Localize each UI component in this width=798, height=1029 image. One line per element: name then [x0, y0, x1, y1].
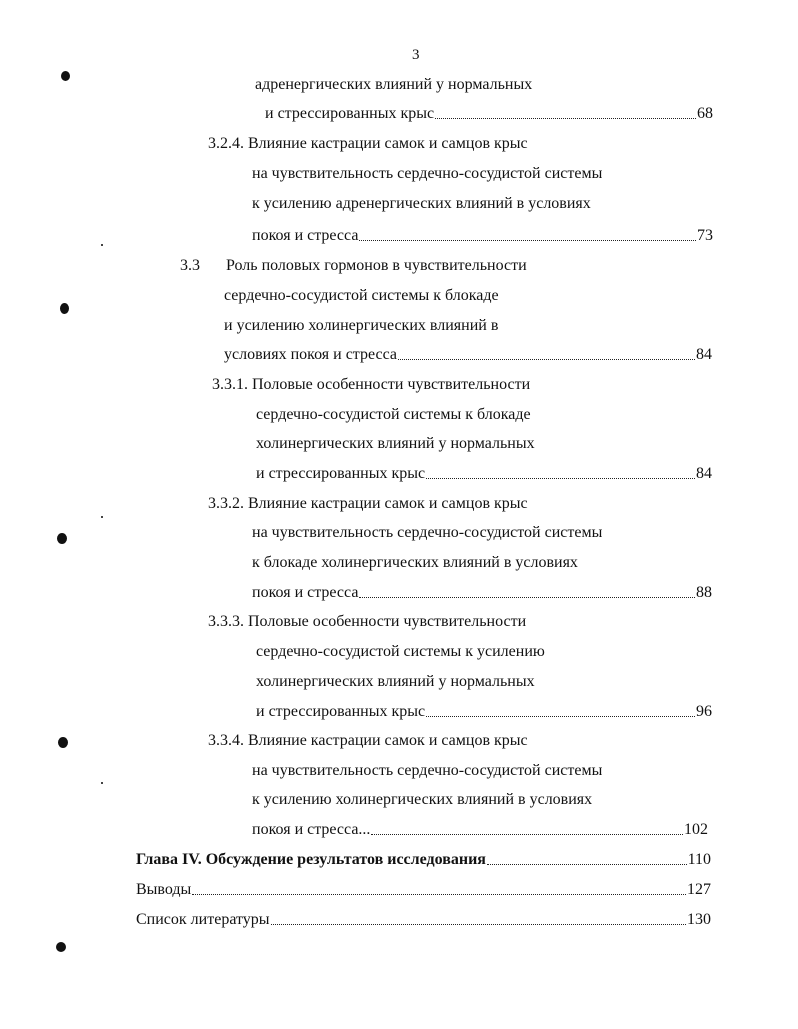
toc-line: к усилению холинергических влияний в условиях [252, 791, 593, 808]
toc-line: сердечно-сосудистой системы к усилению [256, 643, 545, 660]
toc-line: сердечно-сосудистой системы к блокаде [256, 406, 531, 423]
toc-line: на чувствительность сердечно-сосудистой системы [252, 762, 603, 779]
toc-line: 3.3.2. Влияние кастрации самок и самцов крыс [208, 495, 528, 512]
toc-page-number: 96 [696, 703, 712, 720]
dot-leader [426, 478, 695, 479]
toc-entry-text: и стрессированных крыс [256, 703, 426, 720]
dot-leader [359, 597, 695, 598]
toc-line: 3.3.3. Половые особенности чувствительности [208, 613, 527, 630]
dot-leader [487, 864, 687, 865]
scan-speck [101, 782, 103, 784]
toc-line: 3.3.1. Половые особенности чувствительности [212, 376, 531, 393]
toc-entry-text: условиях покоя и стресса [224, 346, 397, 363]
dot-leader [435, 118, 696, 119]
toc-line: 3.2.4. Влияние кастрации самок и самцов крыс [208, 135, 528, 152]
toc-page-number: 127 [687, 881, 711, 898]
toc-page-number: 84 [696, 346, 712, 363]
toc-entry-text: и стрессированных крыс [256, 465, 426, 482]
toc-entry-chapter [136, 850, 711, 870]
toc-line: к блокаде холинергических влияний в условиях [252, 554, 578, 571]
toc-page-number: 130 [687, 911, 711, 928]
toc-page-number: 84 [696, 465, 712, 482]
toc-entry-text: и стрессированных крыс [265, 105, 435, 122]
toc-page-number: 68 [697, 105, 713, 122]
binder-hole-mark [60, 303, 69, 314]
toc-page-number: 102 [684, 821, 708, 838]
toc-entry-text: покоя и стресса [252, 227, 359, 244]
binder-hole-mark [57, 533, 67, 544]
toc-entry [256, 702, 712, 722]
toc-line: к усилению адренергических влияний в условиях [252, 195, 591, 212]
toc-entry [252, 820, 708, 840]
dot-leader [359, 240, 696, 241]
toc-entry-references [136, 910, 711, 930]
toc-entry [256, 464, 712, 484]
binder-hole-mark [56, 942, 66, 952]
binder-hole-mark [61, 71, 70, 81]
scan-speck [101, 244, 103, 246]
toc-line [180, 256, 527, 276]
dot-leader [192, 894, 686, 895]
dot-leader [371, 834, 683, 835]
binder-hole-mark [58, 737, 68, 748]
toc-page-number: 110 [687, 851, 711, 868]
section-title: Роль половых гормонов в чувствительности [226, 257, 527, 274]
chapter-title: Глава IV. Обсуждение результатов исследования [136, 851, 486, 868]
toc-line: холинергических влияний у нормальных [256, 435, 535, 452]
toc-entry [252, 226, 713, 246]
toc-entry-text: покоя и стресса... [252, 821, 371, 838]
dot-leader [426, 716, 695, 717]
toc-entry [224, 345, 712, 365]
toc-page-number: 73 [697, 227, 713, 244]
toc-entry [265, 104, 713, 124]
section-number: 3.3 [180, 257, 200, 274]
toc-entry-text: Список литературы [136, 911, 270, 928]
toc-line: адренергических влияний у нормальных [255, 76, 533, 93]
toc-page-number: 88 [696, 584, 712, 601]
toc-line: 3.3.4. Влияние кастрации самок и самцов крыс [208, 732, 528, 749]
dot-leader [398, 359, 695, 360]
toc-line: на чувствительность сердечно-сосудистой системы [252, 165, 603, 182]
toc-entry-text: Выводы [136, 881, 192, 898]
toc-entry-text: покоя и стресса [252, 584, 359, 601]
toc-line: на чувствительность сердечно-сосудистой системы [252, 524, 603, 541]
page-number: 3 [412, 47, 420, 63]
toc-entry [252, 583, 712, 603]
toc-line: сердечно-сосудистой системы к блокаде [224, 287, 499, 304]
toc-line: и усилению холинергических влияний в [224, 317, 499, 334]
toc-line: холинергических влияний у нормальных [256, 673, 535, 690]
dot-leader [271, 924, 686, 925]
toc-entry-conclusions [136, 880, 711, 900]
scan-speck [101, 516, 103, 518]
